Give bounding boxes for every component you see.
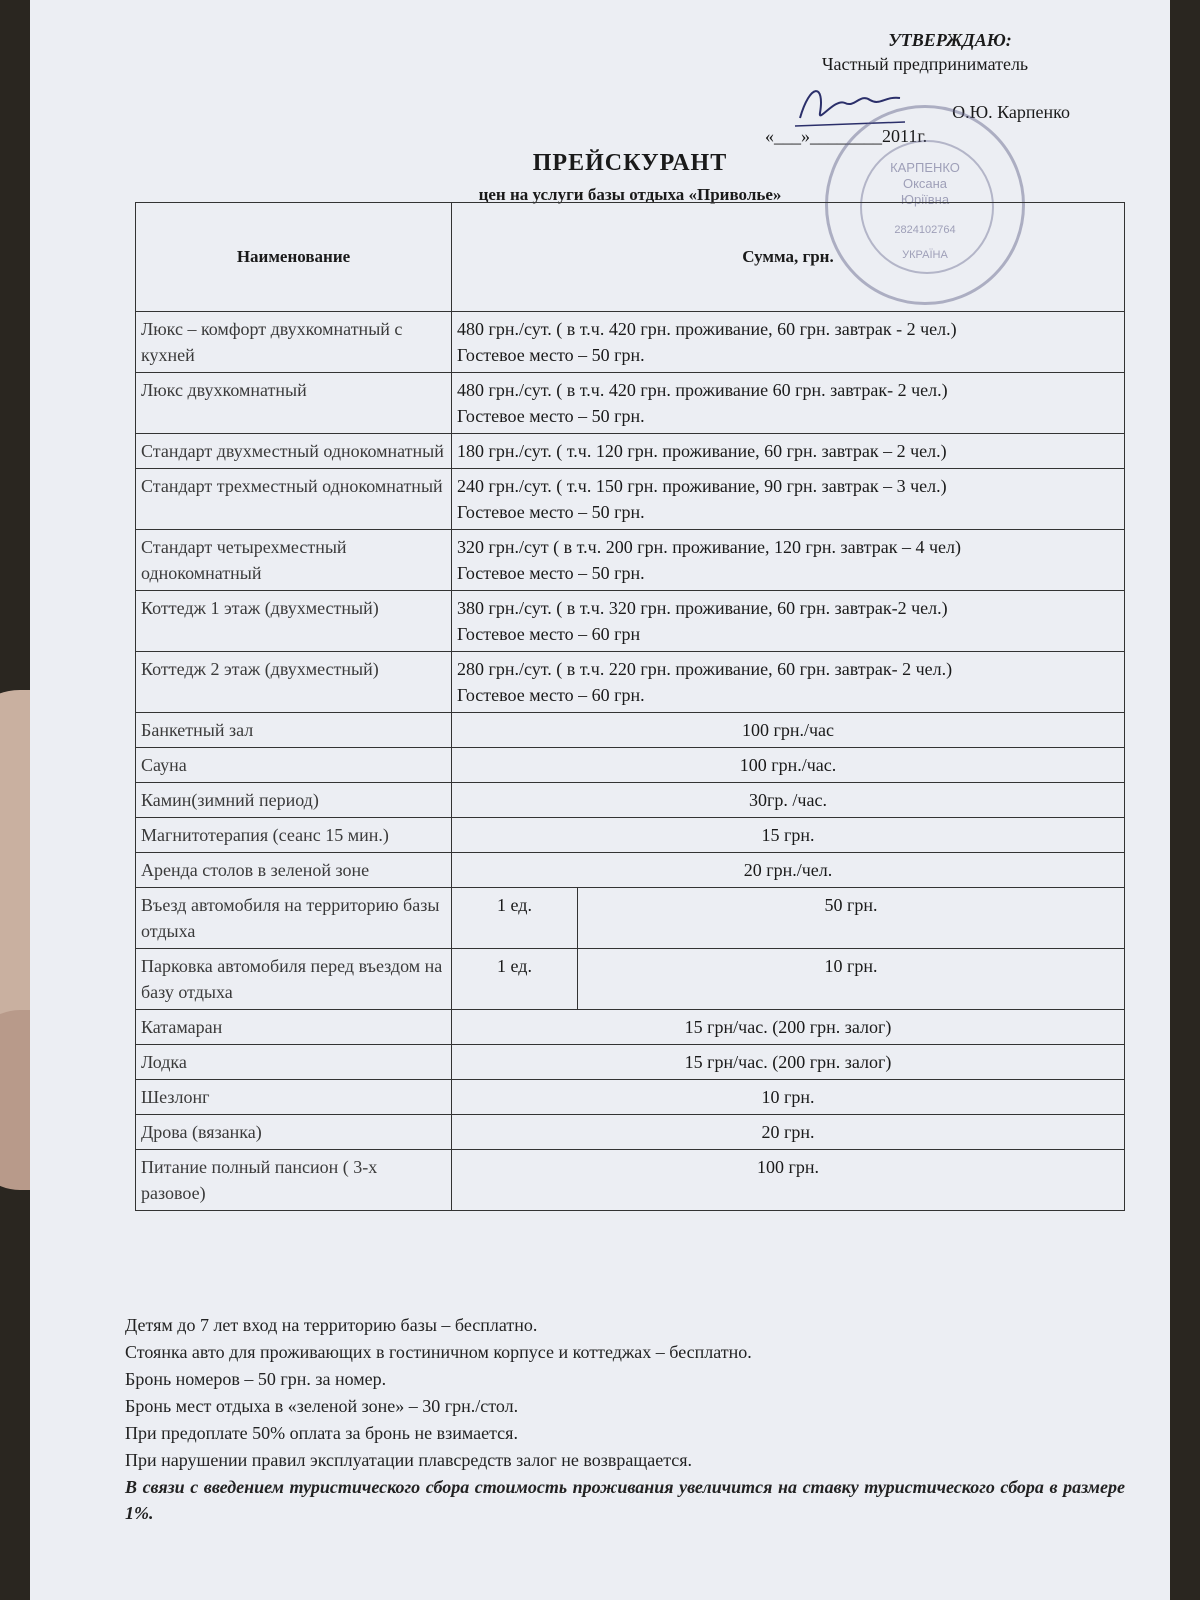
row-price: 30гр. /час. bbox=[452, 783, 1125, 818]
row-price: 15 грн/час. (200 грн. залог) bbox=[452, 1045, 1125, 1080]
approval-date: «___»________2011г. bbox=[765, 126, 928, 146]
row-name: Камин(зимний период) bbox=[136, 783, 452, 818]
row-name: Стандарт двухместный однокомнатный bbox=[136, 434, 452, 469]
row-price bbox=[452, 469, 1125, 530]
page-title: ПРЕЙСКУРАНТ bbox=[532, 150, 728, 176]
stamp-line: Юріївна bbox=[900, 192, 950, 207]
approval-title: УТВЕРЖДАЮ: bbox=[888, 30, 1012, 50]
note-line: Детям до 7 лет вход на территорию базы – бесплатно. bbox=[125, 1315, 538, 1335]
row-price bbox=[452, 530, 1125, 591]
table-row bbox=[136, 1045, 1125, 1080]
table-row bbox=[136, 748, 1125, 783]
table-row bbox=[136, 818, 1125, 853]
table-row bbox=[136, 652, 1125, 713]
row-price: 20 грн./чел. bbox=[452, 853, 1125, 888]
row-price: 50 грн. bbox=[578, 888, 1125, 949]
approval-position: Частный предприниматель bbox=[821, 54, 1029, 74]
row-name: Люкс – комфорт двухкомнатный с кухней bbox=[136, 312, 452, 373]
table-row bbox=[136, 530, 1125, 591]
row-name: Питание полный пансион ( 3-х разовое) bbox=[136, 1150, 452, 1211]
guest-text: Гостевое место – 50 грн. bbox=[457, 563, 645, 583]
table-row bbox=[136, 1010, 1125, 1045]
table-row bbox=[136, 888, 1125, 949]
stamp-line: 2824102764 bbox=[894, 224, 956, 236]
price-table bbox=[135, 202, 1125, 1211]
row-price bbox=[452, 591, 1125, 652]
row-price: 100 грн. bbox=[452, 1150, 1125, 1211]
table-row bbox=[136, 783, 1125, 818]
approval-name: О.Ю. Карпенко bbox=[952, 102, 1070, 122]
guest-text: Гостевое место – 60 грн. bbox=[457, 685, 645, 705]
row-name: Стандарт трехместный однокомнатный bbox=[136, 469, 452, 530]
row-price: 15 грн. bbox=[452, 818, 1125, 853]
row-price: 10 грн. bbox=[578, 949, 1125, 1010]
price-text: 480 грн./сут. ( в т.ч. 420 грн. проживание 60 грн. завтрак- 2 чел.) bbox=[457, 380, 948, 400]
note-line: Стоянка авто для проживающих в гостиничном корпусе и коттеджах – бесплатно. bbox=[125, 1342, 752, 1362]
table-row bbox=[136, 1150, 1125, 1211]
row-name: Стандарт четырехместный однокомнатный bbox=[136, 530, 452, 591]
stamp-line: Оксана bbox=[902, 176, 948, 191]
table-row bbox=[136, 1115, 1125, 1150]
guest-text: Гостевое место – 50 грн. bbox=[457, 345, 645, 365]
row-price bbox=[452, 312, 1125, 373]
column-header-name: Наименование bbox=[136, 203, 452, 312]
row-name: Лодка bbox=[136, 1045, 452, 1080]
row-name: Коттедж 2 этаж (двухместный) bbox=[136, 652, 452, 713]
guest-text: Гостевое место – 50 грн. bbox=[457, 406, 645, 426]
notes-block bbox=[125, 1312, 1125, 1526]
table-row bbox=[136, 591, 1125, 652]
row-name: Коттедж 1 этаж (двухместный) bbox=[136, 591, 452, 652]
table-row bbox=[136, 853, 1125, 888]
table-row bbox=[136, 1080, 1125, 1115]
table-row bbox=[136, 373, 1125, 434]
row-price: 20 грн. bbox=[452, 1115, 1125, 1150]
row-price bbox=[452, 373, 1125, 434]
row-price: 100 грн./час bbox=[452, 713, 1125, 748]
guest-text: Гостевое место – 60 грн bbox=[457, 624, 641, 644]
row-name: Люкс двухкомнатный bbox=[136, 373, 452, 434]
page-subtitle: цен на услуги базы отдыха «Приволье» bbox=[478, 185, 782, 204]
table-row bbox=[136, 949, 1125, 1010]
row-price bbox=[452, 652, 1125, 713]
row-name: Шезлонг bbox=[136, 1080, 452, 1115]
row-name: Магнитотерапия (сеанс 15 мин.) bbox=[136, 818, 452, 853]
price-list-sheet bbox=[30, 0, 1170, 1600]
price-text: 240 грн./сут. ( т.ч. 150 грн. проживание, 90 грн. завтрак – 3 чел.) bbox=[457, 476, 947, 496]
stamp-line: УКРАЇНА bbox=[902, 249, 948, 261]
note-line: При нарушении правил эксплуатации плавсредств залог не возвращается. bbox=[125, 1450, 693, 1470]
row-name: Въезд автомобиля на территорию базы отдыха bbox=[136, 888, 452, 949]
note-line: Бронь номеров – 50 грн. за номер. bbox=[125, 1369, 387, 1389]
table-row bbox=[136, 434, 1125, 469]
note-line: При предоплате 50% оплата за бронь не взимается. bbox=[125, 1423, 518, 1443]
row-name: Парковка автомобиля перед въездом на базу отдыха bbox=[136, 949, 452, 1010]
price-text: 280 грн./сут. ( в т.ч. 220 грн. проживание, 60 грн. завтрак- 2 чел.) bbox=[457, 659, 953, 679]
column-header-sum: Сумма, грн. bbox=[452, 203, 1125, 312]
row-price bbox=[452, 434, 1125, 469]
row-price: 10 грн. bbox=[452, 1080, 1125, 1115]
table-row bbox=[136, 312, 1125, 373]
table-header-row bbox=[136, 203, 1125, 312]
guest-text: Гостевое место – 50 грн. bbox=[457, 502, 645, 522]
stamp-line: КАРПЕНКО bbox=[890, 160, 960, 175]
price-text: 320 грн./сут ( в т.ч. 200 грн. проживание, 120 грн. завтрак – 4 чел) bbox=[457, 537, 961, 557]
row-price: 15 грн/час. (200 грн. залог) bbox=[452, 1010, 1125, 1045]
row-name: Сауна bbox=[136, 748, 452, 783]
tourist-tax-note: В связи с введением туристического сбора стоимость проживания увеличится на ставку туристического сбора в размере 1%. bbox=[125, 1477, 1125, 1523]
price-text: 380 грн./сут. ( в т.ч. 320 грн. проживание, 60 грн. завтрак-2 чел.) bbox=[457, 598, 948, 618]
row-unit: 1 ед. bbox=[452, 888, 578, 949]
row-unit: 1 ед. bbox=[452, 949, 578, 1010]
note-line: Бронь мест отдыха в «зеленой зоне» – 30 грн./стол. bbox=[125, 1396, 519, 1416]
row-price: 100 грн./час. bbox=[452, 748, 1125, 783]
row-name: Банкетный зал bbox=[136, 713, 452, 748]
table-row bbox=[136, 469, 1125, 530]
price-text: 180 грн./сут. ( т.ч. 120 грн. проживание, 60 грн. завтрак – 2 чел.) bbox=[457, 441, 947, 461]
row-name: Дрова (вязанка) bbox=[136, 1115, 452, 1150]
table-row bbox=[136, 713, 1125, 748]
row-name: Аренда столов в зеленой зоне bbox=[136, 853, 452, 888]
row-name: Катамаран bbox=[136, 1010, 452, 1045]
price-text: 480 грн./сут. ( в т.ч. 420 грн. проживание, 60 грн. завтрак - 2 чел.) bbox=[457, 319, 957, 339]
